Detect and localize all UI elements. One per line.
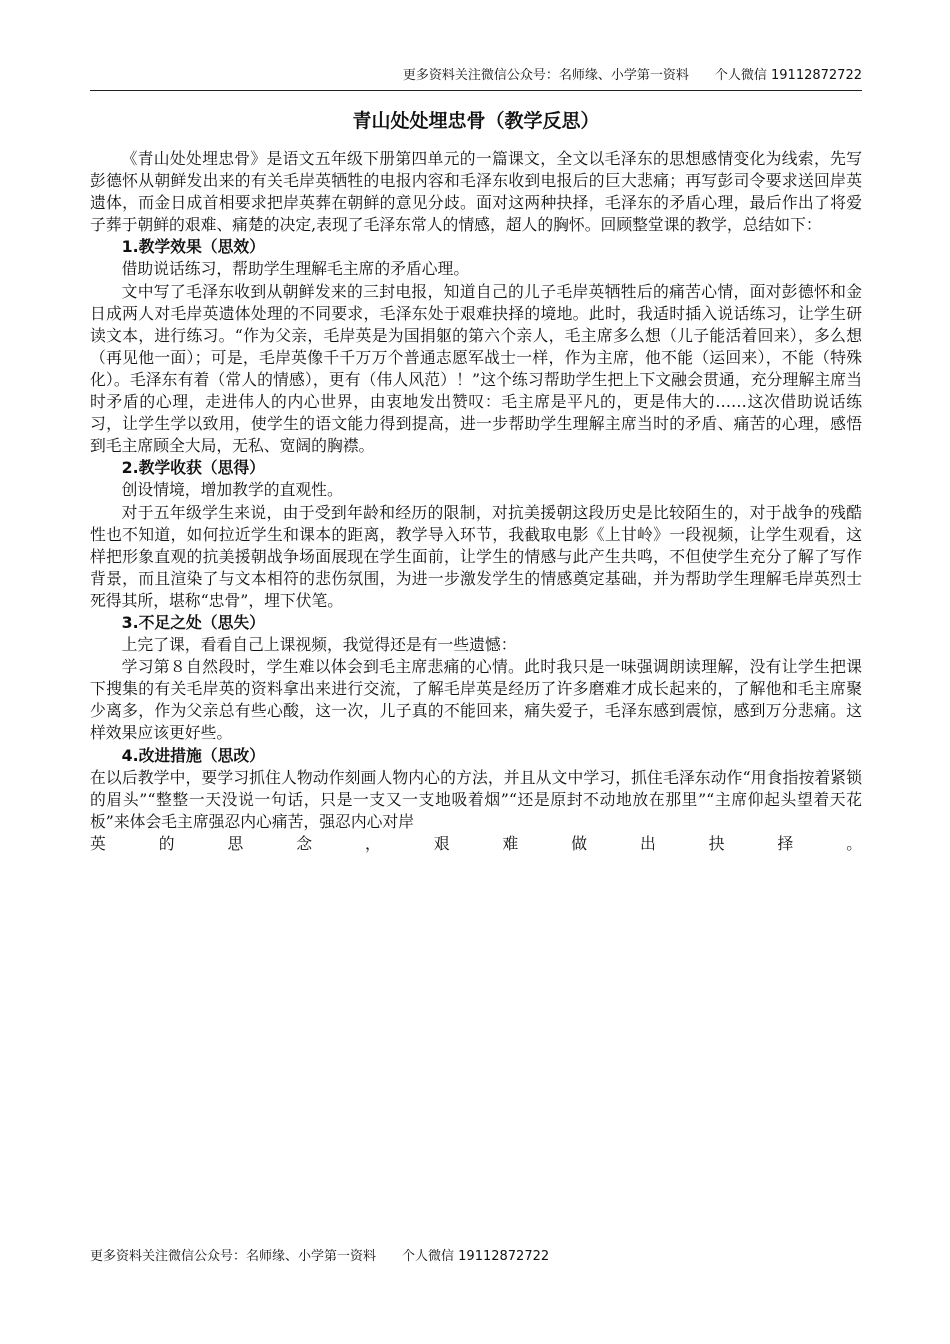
section-paragraph: 创设情境，增加教学的直观性。	[121, 480, 343, 500]
section-paragraph: 对于五年级学生来说，由于受到年龄和经历的限制，对抗美援朝这段历史是比较陌生的，对于战争的残酷性也不知道，如何拉近学生和课本的距离，教学导入环节，我截取电影《上甘岭》一段视频，让学生观看，这样把形象直观的抗美援朝战争场面展现在学生面前，让学生的情感与此产生共鸣，不但使学生充分了解了写作背景，而且渲染了与文本相符的悲伤氛围，为进一步激发学生的情感奠定基础，并为帮助学生理解毛岸英烈士死得其所，堪称“忠骨”，埋下伏笔。	[90, 502, 862, 610]
section-paragraph: 借助说话练习，帮助学生理解毛主席的矛盾心理。	[121, 259, 470, 279]
section-paragraph-last-line: 英的思念，艰难做出抉择。	[90, 833, 862, 853]
document-body	[90, 148, 862, 855]
section-paragraph: 上完了课，看看自己上课视频，我觉得还是有一些遗憾：	[121, 635, 517, 655]
header-text: 更多资料关注微信公众号：名师缘、小学第一资料	[402, 68, 689, 83]
section-paragraph: 文中写了毛泽东收到从朝鲜发来的三封电报，知道自己的儿子毛岸英牺牲后的痛苦心情，面对彭德怀和金日成两人对毛岸英遗体处理的不同要求，毛泽东处于艰难抉择的境地。此时，我适时插入说话练习，让学生研读文本，进行练习。“作为父亲，毛岸英是为国捐躯的第六个亲人，毛主席多么想（儿子能活着回来），多么想（再见他一面）；可是，毛岸英像千千万万个普通志愿军战士一样，作为主席，他不能（运回来），不能（特殊化）。毛泽东有着（常人的情感），更有（伟人风范）！”这个练习帮助学生把上下文融会贯通，充分理解主席当时矛盾的心理，走进伟人的内心世界，由衷地发出赞叹：毛主席是平凡的，更是伟大的……这次借助说话练习，让学生学以致用，使学生的语文能力得到提高，进一步帮助学生理解主席当时的矛盾、痛苦的心理，感悟到毛主席顾全大局，无私、宽阔的胸襟。	[90, 281, 862, 456]
page-header	[90, 68, 862, 91]
header-wechat: 个人微信 19112872722	[714, 68, 862, 83]
section-heading-gain: 2.教学收获（思得）	[121, 458, 265, 478]
section-heading-shortcoming: 3.不足之处（思失）	[121, 612, 265, 632]
section-paragraph: 在以后教学中，要学习抓住人物动作刻画人物内心的方法，并且从文中学习，抓住毛泽东动作“用食指按着紧锁的眉头”“整整一天没说一句话，只是一支又一支地吸着烟”“还是原封不动地放在那里”“主席仰起头望着天花板”来体会毛主席强忍内心痛苦，强忍内心对岸	[90, 767, 862, 831]
section-heading-effect: 1.教学效果（思效）	[121, 237, 265, 257]
footer-text: 更多资料关注微信公众号：名师缘、小学第一资料	[90, 1249, 377, 1264]
intro-paragraph: 《青山处处埋忠骨》是语文五年级下册第四单元的一篇课文，全文以毛泽东的思想感情变化为线索，先写彭德怀从朝鲜发出来的有关毛岸英牺牲的电报内容和毛泽东收到电报后的巨大悲痛；再写彭司令要求送回岸英遗体，而金日成首相要求把岸英葬在朝鲜的意见分歧。面对这两种抉择，毛泽东的矛盾心理，最后作出了将爱子葬于朝鲜的艰难、痛楚的决定,表现了毛泽东常人的情感，超人的胸怀。回顾整堂课的教学，总结如下：	[90, 149, 862, 235]
section-paragraph: 学习第８自然段时，学生难以体会到毛主席悲痛的心情。此时我只是一味强调朗读理解，没有让学生把课下搜集的有关毛岸英的资料拿出来进行交流，了解毛岸英是经历了许多磨难才成长起来的，了解他和毛主席聚少离多，作为父亲总有些心酸，这一次，儿子真的不能回来，痛失爱子，毛泽东感到震惊，感到万分悲痛。这样效果应该更好些。	[90, 657, 862, 743]
document-title: 青山处处埋忠骨（教学反思）	[352, 110, 600, 132]
footer-wechat: 个人微信 19112872722	[402, 1249, 550, 1264]
page-footer	[90, 1249, 549, 1265]
section-heading-improvement: 4.改进措施（思改）	[121, 745, 265, 765]
